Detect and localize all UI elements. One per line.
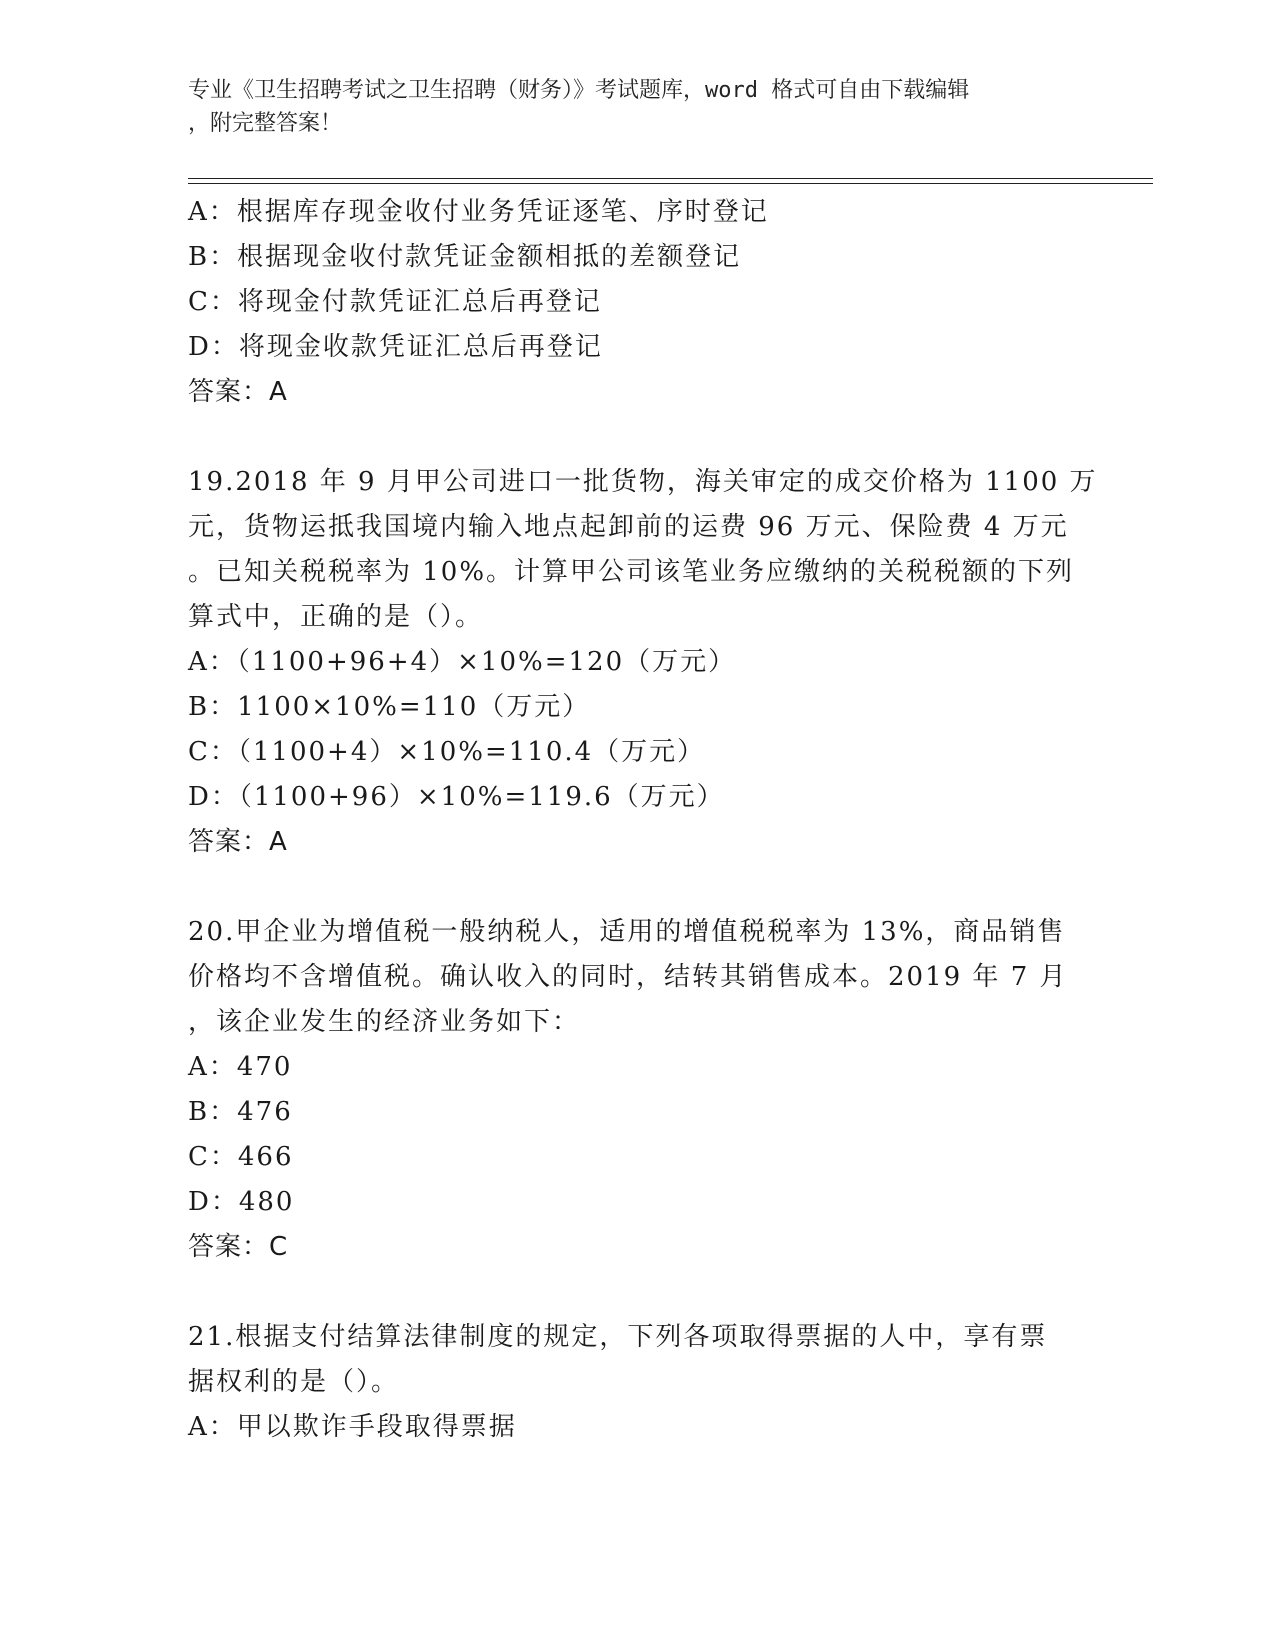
question-stem-line: 元，货物运抵我国境内输入地点起卸前的运费 96 万元、保险费 4 万元: [188, 512, 1069, 542]
answer-key: 答案：A: [188, 827, 288, 857]
answer-option: B：1100×10%=110（万元）: [188, 692, 591, 722]
question-block: [188, 190, 1088, 415]
question-list: [188, 190, 1098, 1450]
question-stem-line: 据权利的是（）。: [188, 1367, 400, 1397]
header-line-1: 专业《卫生招聘考试之卫生招聘（财务）》考试题库，word 格式可自由下载编辑: [188, 78, 970, 103]
answer-option: C：466: [188, 1142, 294, 1172]
question-block: [188, 910, 1088, 1270]
answer-option: A：（1100+96+4）×10%=120（万元）: [188, 647, 737, 677]
question-block: [188, 1315, 1088, 1450]
answer-option: A：470: [188, 1052, 293, 1082]
header-divider-top: [188, 178, 1153, 179]
header-divider-bottom: [188, 183, 1153, 184]
question-block: [188, 460, 1098, 865]
answer-option: C：（1100+4）×10%=110.4（万元）: [188, 737, 706, 767]
header-line-2: ，附完整答案！: [188, 111, 343, 136]
question-stem-line: 价格均不含增值税。确认收入的同时，结转其销售成本。2019 年 7 月: [188, 962, 1068, 992]
answer-key: 答案：A: [188, 377, 288, 407]
answer-option: D：（1100+96）×10%=119.6（万元）: [188, 782, 725, 812]
question-stem-line: 19.2018 年 9 月甲公司进口一批货物，海关审定的成交价格为 1100 万: [188, 467, 1098, 497]
answer-option: D：480: [188, 1187, 295, 1217]
question-stem-line: ，该企业发生的经济业务如下：: [188, 1007, 581, 1037]
question-stem-line: 21.根据支付结算法律制度的规定，下列各项取得票据的人中，享有票: [188, 1322, 1048, 1352]
answer-option: A：甲以欺诈手段取得票据: [188, 1412, 517, 1442]
question-stem-line: 。已知关税税率为 10%。计算甲公司该笔业务应缴纳的关税税额的下列: [188, 557, 1075, 587]
question-stem-line: 算式中，正确的是（）。: [188, 602, 484, 632]
answer-option: D：将现金收款凭证汇总后再登记: [188, 332, 603, 362]
answer-option: A：根据库存现金收付业务凭证逐笔、序时登记: [188, 197, 769, 227]
answer-key: 答案：C: [188, 1232, 289, 1262]
answer-option: B：476: [188, 1097, 293, 1127]
answer-option: C：将现金付款凭证汇总后再登记: [188, 287, 602, 317]
question-stem-line: 20.甲企业为增值税一般纳税人，适用的增值税税率为 13%，商品销售: [188, 917, 1066, 947]
document-header: [188, 74, 1068, 140]
answer-option: B：根据现金收付款凭证金额相抵的差额登记: [188, 242, 742, 272]
